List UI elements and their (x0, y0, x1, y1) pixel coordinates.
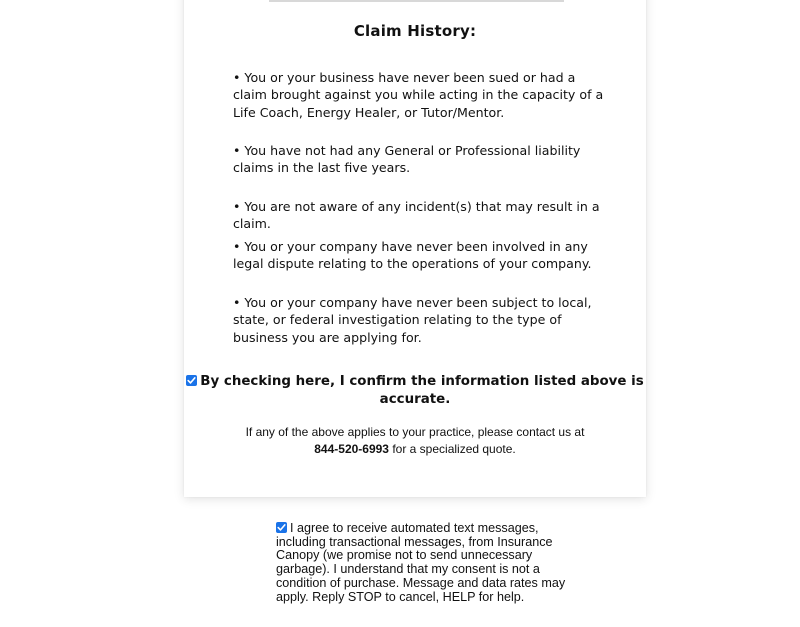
confirm-accuracy-row (184, 373, 646, 408)
phone-number-link[interactable]: 844-520-6993 (314, 442, 389, 456)
claim-history-title: Claim History: (353, 22, 477, 40)
checkmark-icon (187, 376, 196, 385)
sms-consent-checkbox[interactable] (276, 522, 287, 533)
contact-note (184, 424, 646, 458)
sms-consent (276, 522, 576, 604)
confirm-accuracy-checkbox[interactable] (186, 375, 197, 386)
confirm-accuracy-label[interactable]: By checking here, I confirm the information listed above is accurate. (200, 374, 644, 407)
criteria-item: • You or your company have never been subject to local, state, or federal investigation relating to the type of business you are applying for. (233, 295, 592, 345)
top-divider (269, 0, 564, 2)
criteria-item: • You or your company have never been involved in any legal dispute relating to the operations of your company. (233, 239, 592, 272)
sms-consent-label[interactable]: I agree to receive automated text messages, including transactional messages, from Insurance Canopy (we promise not to send unnecessary garbage). I understand that my consent is not a condition of purchase. Message and data rates may apply. Reply STOP to cancel, HELP for help. (276, 521, 566, 604)
contact-note-prefix: If any of the above applies to your practice, please contact us at (245, 425, 585, 439)
contact-note-suffix: for a specialized quote. (392, 442, 516, 456)
criteria-item: • You are not aware of any incident(s) that may result in a claim. (233, 199, 600, 232)
criteria-item: • You have not had any General or Professional liability claims in the last five years. (233, 143, 581, 176)
criteria-item: • You or your business have never been sued or had a claim brought against you while acting in the capacity of a Life Coach, Energy Healer, or Tutor/Mentor. (233, 70, 604, 120)
checkmark-icon (277, 523, 286, 532)
